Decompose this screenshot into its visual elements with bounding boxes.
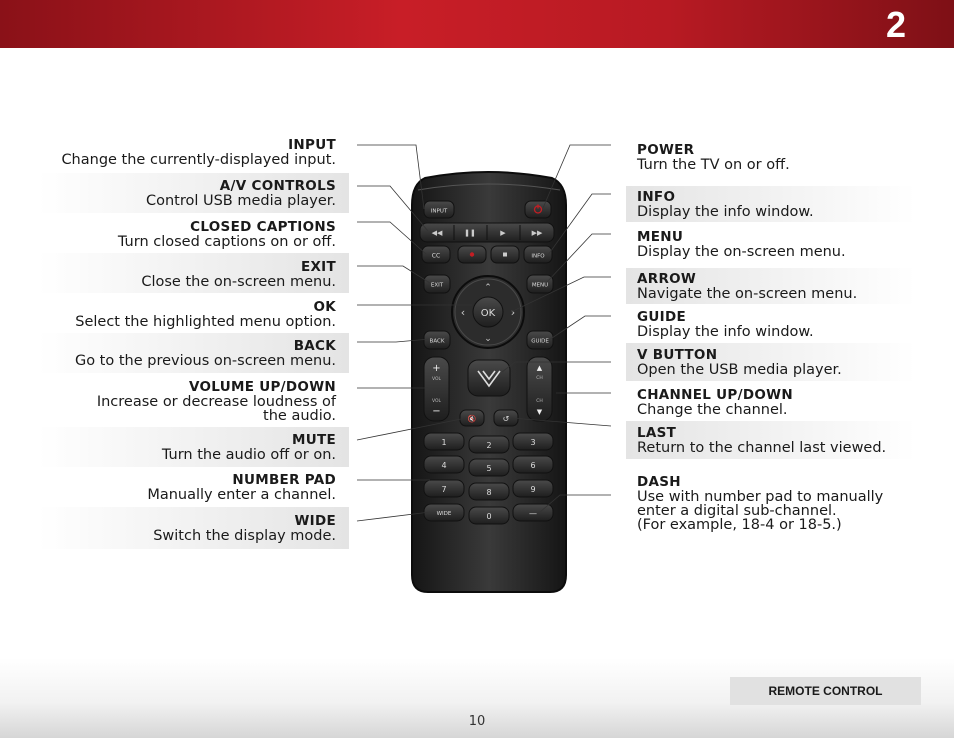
volume-up-icon: +	[432, 363, 441, 374]
menu-button-label: MENU	[531, 282, 549, 289]
key-label: 3	[530, 438, 536, 447]
label-desc: Select the highlighted menu option.	[75, 314, 336, 330]
guide-button-label: GUIDE	[531, 338, 549, 345]
label-desc: Use with number pad to manually	[637, 489, 884, 505]
label-title: WIDE	[294, 513, 336, 529]
exit-button-label: EXIT	[430, 282, 444, 289]
pause-icon: ❚❚	[464, 229, 476, 237]
label-desc: Turn the TV on or off.	[637, 157, 790, 173]
label-title: MUTE	[291, 432, 336, 448]
key-label: 1	[441, 438, 447, 447]
label-title: V BUTTON	[637, 347, 718, 363]
label-title: DASH	[637, 474, 681, 490]
chapter-number: 2	[885, 4, 906, 45]
label-desc-3: (For example, 18-4 or 18-5.)	[637, 517, 842, 533]
label-desc: Go to the previous on-screen menu.	[74, 353, 336, 369]
label-title: CHANNEL UP/DOWN	[637, 387, 793, 403]
volume-label: VOL	[431, 377, 442, 382]
cc-button-label: CC	[431, 252, 441, 260]
label-desc: Switch the display mode.	[153, 528, 336, 544]
last-icon: ↺	[502, 414, 510, 424]
key-label: 5	[486, 464, 492, 473]
arrow-right-icon: ›	[510, 306, 516, 319]
label-title: INPUT	[288, 137, 336, 153]
label-desc: Manually enter a channel.	[147, 487, 336, 503]
label-desc: Turn closed captions on or off.	[117, 234, 336, 250]
fast-forward-icon: ▶▶	[531, 229, 543, 237]
label-title: CLOSED CAPTIONS	[190, 219, 336, 235]
key-label: 4	[441, 461, 447, 470]
label-desc: Change the channel.	[637, 402, 788, 418]
label-desc: Close the on-screen menu.	[141, 274, 336, 290]
record-icon	[470, 252, 474, 256]
label-desc: Navigate the on-screen menu.	[637, 286, 858, 302]
play-icon: ▶	[500, 229, 506, 237]
key-label: 7	[441, 485, 447, 494]
channel-up-icon: ▲	[536, 364, 543, 372]
key-label: 2	[486, 441, 492, 450]
label-desc: Display the info window.	[637, 324, 814, 340]
label-title: EXIT	[300, 259, 336, 275]
label-desc: Display the on-screen menu.	[637, 244, 846, 260]
label-title: OK	[313, 299, 336, 315]
label-desc: Change the currently-displayed input.	[61, 152, 336, 168]
label-desc: Control USB media player.	[145, 193, 336, 209]
back-button-label: BACK	[429, 338, 445, 345]
channel-down-icon: ▼	[536, 408, 543, 416]
power-button	[525, 201, 551, 218]
label-title: A/V CONTROLS	[219, 178, 336, 194]
label-title: BACK	[293, 338, 336, 354]
input-button-label: INPUT	[430, 208, 448, 215]
label-title: MENU	[637, 229, 684, 245]
label-title: ARROW	[637, 271, 697, 287]
dash-button-label: —	[529, 509, 537, 518]
info-button-label: INFO	[531, 253, 545, 260]
volume-label: VOL	[431, 399, 442, 404]
stop-icon	[503, 253, 507, 257]
label-title: INFO	[637, 189, 676, 205]
label-title: GUIDE	[637, 309, 686, 325]
ok-button-label: OK	[480, 308, 496, 319]
label-desc-2: the audio.	[263, 408, 336, 424]
arrow-up-icon: ⌃	[484, 283, 492, 293]
rewind-icon: ◀◀	[431, 229, 443, 237]
label-desc: Turn the audio off or on.	[161, 447, 336, 463]
label-title: NUMBER PAD	[232, 472, 336, 488]
label-desc: Increase or decrease loudness of	[96, 394, 336, 410]
key-label: 8	[486, 488, 492, 497]
key-label: 6	[530, 461, 536, 470]
label-desc-2: enter a digital sub-channel.	[637, 503, 837, 519]
label-desc: Display the info window.	[637, 204, 814, 220]
mute-icon: 🔇	[467, 415, 477, 423]
channel-label: CH	[536, 376, 543, 381]
channel-label: CH	[536, 399, 543, 404]
label-title: POWER	[637, 142, 695, 158]
arrow-down-icon: ⌄	[484, 334, 492, 344]
arrow-left-icon: ‹	[460, 306, 466, 319]
wide-button-label: WIDE	[436, 511, 452, 517]
label-desc: Return to the channel last viewed.	[637, 440, 887, 456]
key-label: 9	[530, 485, 536, 494]
section-label: REMOTE CONTROL	[730, 677, 921, 705]
label-title: LAST	[637, 425, 677, 441]
label-desc: Open the USB media player.	[637, 362, 842, 378]
label-title: VOLUME UP/DOWN	[189, 379, 336, 395]
page-number: 10	[468, 714, 486, 729]
volume-down-icon: −	[432, 406, 441, 417]
key-label: 0	[486, 512, 492, 521]
